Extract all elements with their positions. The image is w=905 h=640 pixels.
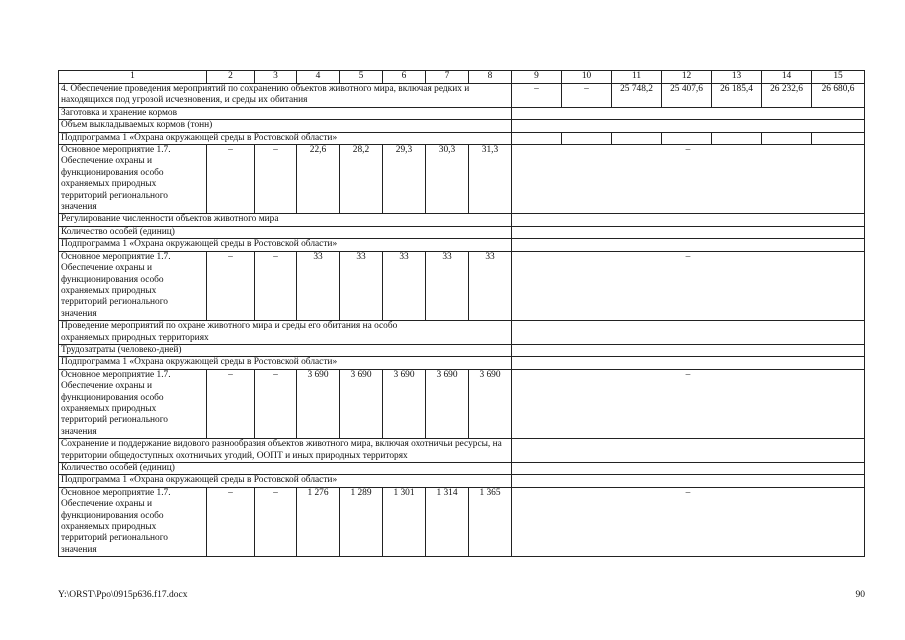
header-col-9: 9: [512, 71, 562, 84]
header-col-10: 10: [562, 71, 612, 84]
measure-c2: –: [207, 487, 255, 556]
header-col-7: 7: [426, 71, 469, 84]
section-4-c12: 25 407,6: [662, 84, 712, 108]
data-table: [58, 70, 865, 557]
empty-cell: [562, 132, 612, 144]
section-4-c11: 25 748,2: [612, 84, 662, 108]
group-title: Сохранение и поддержание видового разнообразия объектов животного мира, включая охотничьи ресурсы, на территории общедоступных охотничьих угодий, ООПТ и иных природных территорях: [59, 439, 512, 463]
empty-cell: [762, 132, 812, 144]
measure-c5: 33: [340, 251, 383, 320]
indicator-label: Количество особей (единиц): [59, 226, 512, 238]
measure-label: Основное мероприятие 1.7. Обеспечение охраны и функционирования особо охраняемых природных территорий регионального значения: [59, 251, 207, 320]
measure-c8: 3 690: [469, 369, 512, 438]
group-title-row: [59, 214, 865, 226]
measure-row: [59, 487, 865, 556]
measure-c7: 1 314: [426, 487, 469, 556]
subprogram-row: [59, 357, 865, 369]
measure-row: [59, 369, 865, 438]
header-col-11: 11: [612, 71, 662, 84]
measure-c6: 1 301: [383, 487, 426, 556]
indicator-row: [59, 463, 865, 475]
measure-c6: 3 690: [383, 369, 426, 438]
measure-rest: –: [512, 145, 865, 214]
measure-row: [59, 145, 865, 214]
subprogram-row: [59, 132, 865, 144]
header-col-2: 2: [207, 71, 255, 84]
section-4-row: [59, 84, 865, 108]
empty-cell: [512, 239, 865, 251]
section-4-c15: 26 680,6: [812, 84, 865, 108]
group-title-row: [59, 107, 865, 119]
measure-c6: 29,3: [383, 145, 426, 214]
measure-c7: 30,3: [426, 145, 469, 214]
group-title: Проведение мероприятий по охране животного мира и среды его обитания на особо охраняемых природных территориях: [59, 321, 512, 345]
empty-cell: [812, 132, 865, 144]
empty-cell: [662, 132, 712, 144]
measure-c4: 22,6: [297, 145, 340, 214]
empty-cell: [512, 463, 865, 475]
section-4-c9: –: [512, 84, 562, 108]
group-title-row: [59, 439, 865, 463]
header-col-1: 1: [59, 71, 207, 84]
measure-rest: –: [512, 487, 865, 556]
subprogram-label: Подпрограмма 1 «Охрана окружающей среды в Ростовской области»: [59, 357, 512, 369]
measure-c4: 3 690: [297, 369, 340, 438]
group-title-row: [59, 321, 865, 345]
measure-rest: –: [512, 369, 865, 438]
section-4-c13: 26 185,4: [712, 84, 762, 108]
header-col-15: 15: [812, 71, 865, 84]
header-col-12: 12: [662, 71, 712, 84]
measure-c8: 1 365: [469, 487, 512, 556]
subprogram-label: Подпрограмма 1 «Охрана окружающей среды в Ростовской области»: [59, 475, 512, 487]
measure-label: Основное мероприятие 1.7. Обеспечение охраны и функционирования особо охраняемых природных территорий регионального значения: [59, 487, 207, 556]
measure-c4: 33: [297, 251, 340, 320]
measure-c4: 1 276: [297, 487, 340, 556]
indicator-label: Объем выкладываемых кормов (тонн): [59, 120, 512, 132]
measure-c3: –: [255, 369, 297, 438]
measure-c2: –: [207, 369, 255, 438]
measure-c6: 33: [383, 251, 426, 320]
indicator-label: Трудозатраты (человеко-дней): [59, 344, 512, 356]
header-col-4: 4: [297, 71, 340, 84]
header-col-14: 14: [762, 71, 812, 84]
empty-cell: [512, 344, 865, 356]
group-title: Регулирование численности объектов животного мира: [59, 214, 512, 226]
measure-label: Основное мероприятие 1.7. Обеспечение охраны и функционирования особо охраняемых природных территорий регионального значения: [59, 369, 207, 438]
empty-cell: [512, 120, 865, 132]
empty-cell: [712, 132, 762, 144]
section-4-c10: –: [562, 84, 612, 108]
empty-cell: [512, 132, 562, 144]
indicator-row: [59, 344, 865, 356]
section-4-title: 4. Обеспечение проведения мероприятий по сохранению объектов животного мира, включая редких и находящихся под угрозой исчезновения, и среды их обитания: [59, 84, 512, 108]
footer-page-number: 90: [855, 590, 865, 600]
measure-c8: 33: [469, 251, 512, 320]
empty-cell: [512, 214, 865, 226]
measure-rest: –: [512, 251, 865, 320]
header-col-8: 8: [469, 71, 512, 84]
empty-cell: [512, 439, 865, 463]
measure-c3: –: [255, 487, 297, 556]
indicator-label: Количество особей (единиц): [59, 463, 512, 475]
measure-c5: 28,2: [340, 145, 383, 214]
section-4-c14: 26 232,6: [762, 84, 812, 108]
header-col-5: 5: [340, 71, 383, 84]
empty-cell: [512, 321, 865, 345]
header-row: [59, 71, 865, 84]
measure-c3: –: [255, 145, 297, 214]
measure-c5: 1 289: [340, 487, 383, 556]
header-col-13: 13: [712, 71, 762, 84]
subprogram-label: Подпрограмма 1 «Охрана окружающей среды в Ростовской области»: [59, 239, 512, 251]
measure-c2: –: [207, 145, 255, 214]
measure-row: [59, 251, 865, 320]
measure-c5: 3 690: [340, 369, 383, 438]
measure-c8: 31,3: [469, 145, 512, 214]
indicator-row: [59, 120, 865, 132]
empty-cell: [512, 107, 865, 119]
header-col-3: 3: [255, 71, 297, 84]
empty-cell: [512, 226, 865, 238]
subprogram-row: [59, 475, 865, 487]
empty-cell: [512, 475, 865, 487]
indicator-row: [59, 226, 865, 238]
subprogram-label: Подпрограмма 1 «Охрана окружающей среды в Ростовской области»: [59, 132, 512, 144]
measure-c3: –: [255, 251, 297, 320]
header-col-6: 6: [383, 71, 426, 84]
measure-c2: –: [207, 251, 255, 320]
footer-file-path: Y:\ORST\Ppo\0915p636.f17.docx: [58, 590, 188, 600]
subprogram-row: [59, 239, 865, 251]
empty-cell: [612, 132, 662, 144]
measure-label: Основное мероприятие 1.7. Обеспечение охраны и функционирования особо охраняемых природных территорий регионального значения: [59, 145, 207, 214]
group-title: Заготовка и хранение кормов: [59, 107, 512, 119]
empty-cell: [512, 357, 865, 369]
measure-c7: 33: [426, 251, 469, 320]
measure-c7: 3 690: [426, 369, 469, 438]
